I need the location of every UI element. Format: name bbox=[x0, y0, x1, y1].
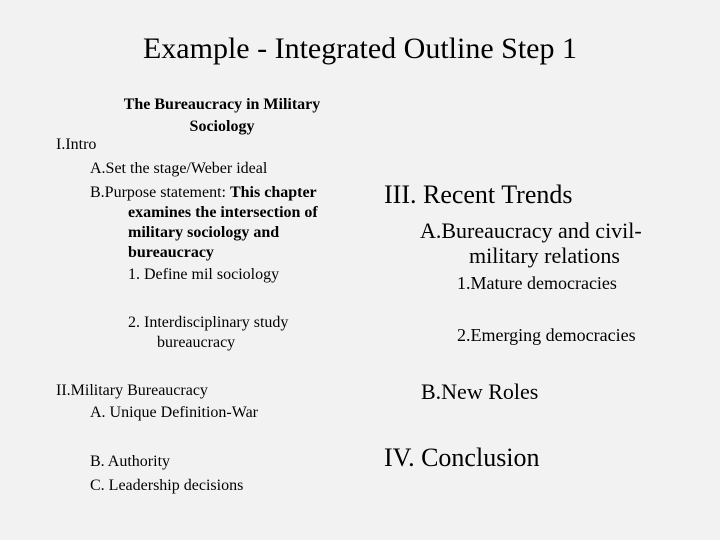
outline-military-a: A. Unique Definition-War bbox=[90, 404, 258, 421]
outline-military: II.Military Bureaucracy bbox=[56, 382, 208, 399]
outline-recent-trends: III. Recent Trends bbox=[384, 180, 573, 209]
outline-heading-line2: Sociology bbox=[189, 118, 255, 135]
outline-recent-a-line1: A.Bureaucracy and civil- bbox=[420, 218, 642, 243]
purpose-bold-3: military sociology and bbox=[128, 224, 280, 241]
outline-recent-a-2: 2.Emerging democracies bbox=[457, 325, 636, 345]
outline-intro-b-2-line1: 2. Interdisciplinary study bbox=[128, 314, 289, 331]
outline-conclusion: IV. Conclusion bbox=[384, 443, 540, 472]
outline-heading bbox=[88, 94, 356, 138]
outline-heading-line1: The Bureaucracy in Military bbox=[123, 96, 321, 113]
outline-intro-b-2-line2: bureaucracy bbox=[157, 334, 236, 351]
purpose-bold-2: examines the intersection of bbox=[128, 204, 318, 221]
outline-recent-a-line2: military relations bbox=[469, 243, 620, 268]
slide-title: Example - Integrated Outline Step 1 bbox=[142, 32, 578, 65]
outline-intro: I.Intro bbox=[56, 136, 97, 153]
outline-recent-b: B.New Roles bbox=[421, 379, 539, 404]
outline-military-b: B. Authority bbox=[90, 453, 171, 470]
outline-intro-b-1: 1. Define mil sociology bbox=[128, 266, 280, 283]
purpose-bold-1: This chapter bbox=[229, 184, 317, 201]
purpose-prefix: B.Purpose statement: bbox=[90, 184, 226, 201]
outline-intro-a: A.Set the stage/Weber ideal bbox=[90, 160, 268, 177]
outline-recent-a-1: 1.Mature democracies bbox=[457, 273, 617, 293]
outline-military-c: C. Leadership decisions bbox=[90, 477, 244, 494]
purpose-bold-4: bureaucracy bbox=[128, 244, 214, 261]
outline-intro-b bbox=[90, 184, 317, 202]
